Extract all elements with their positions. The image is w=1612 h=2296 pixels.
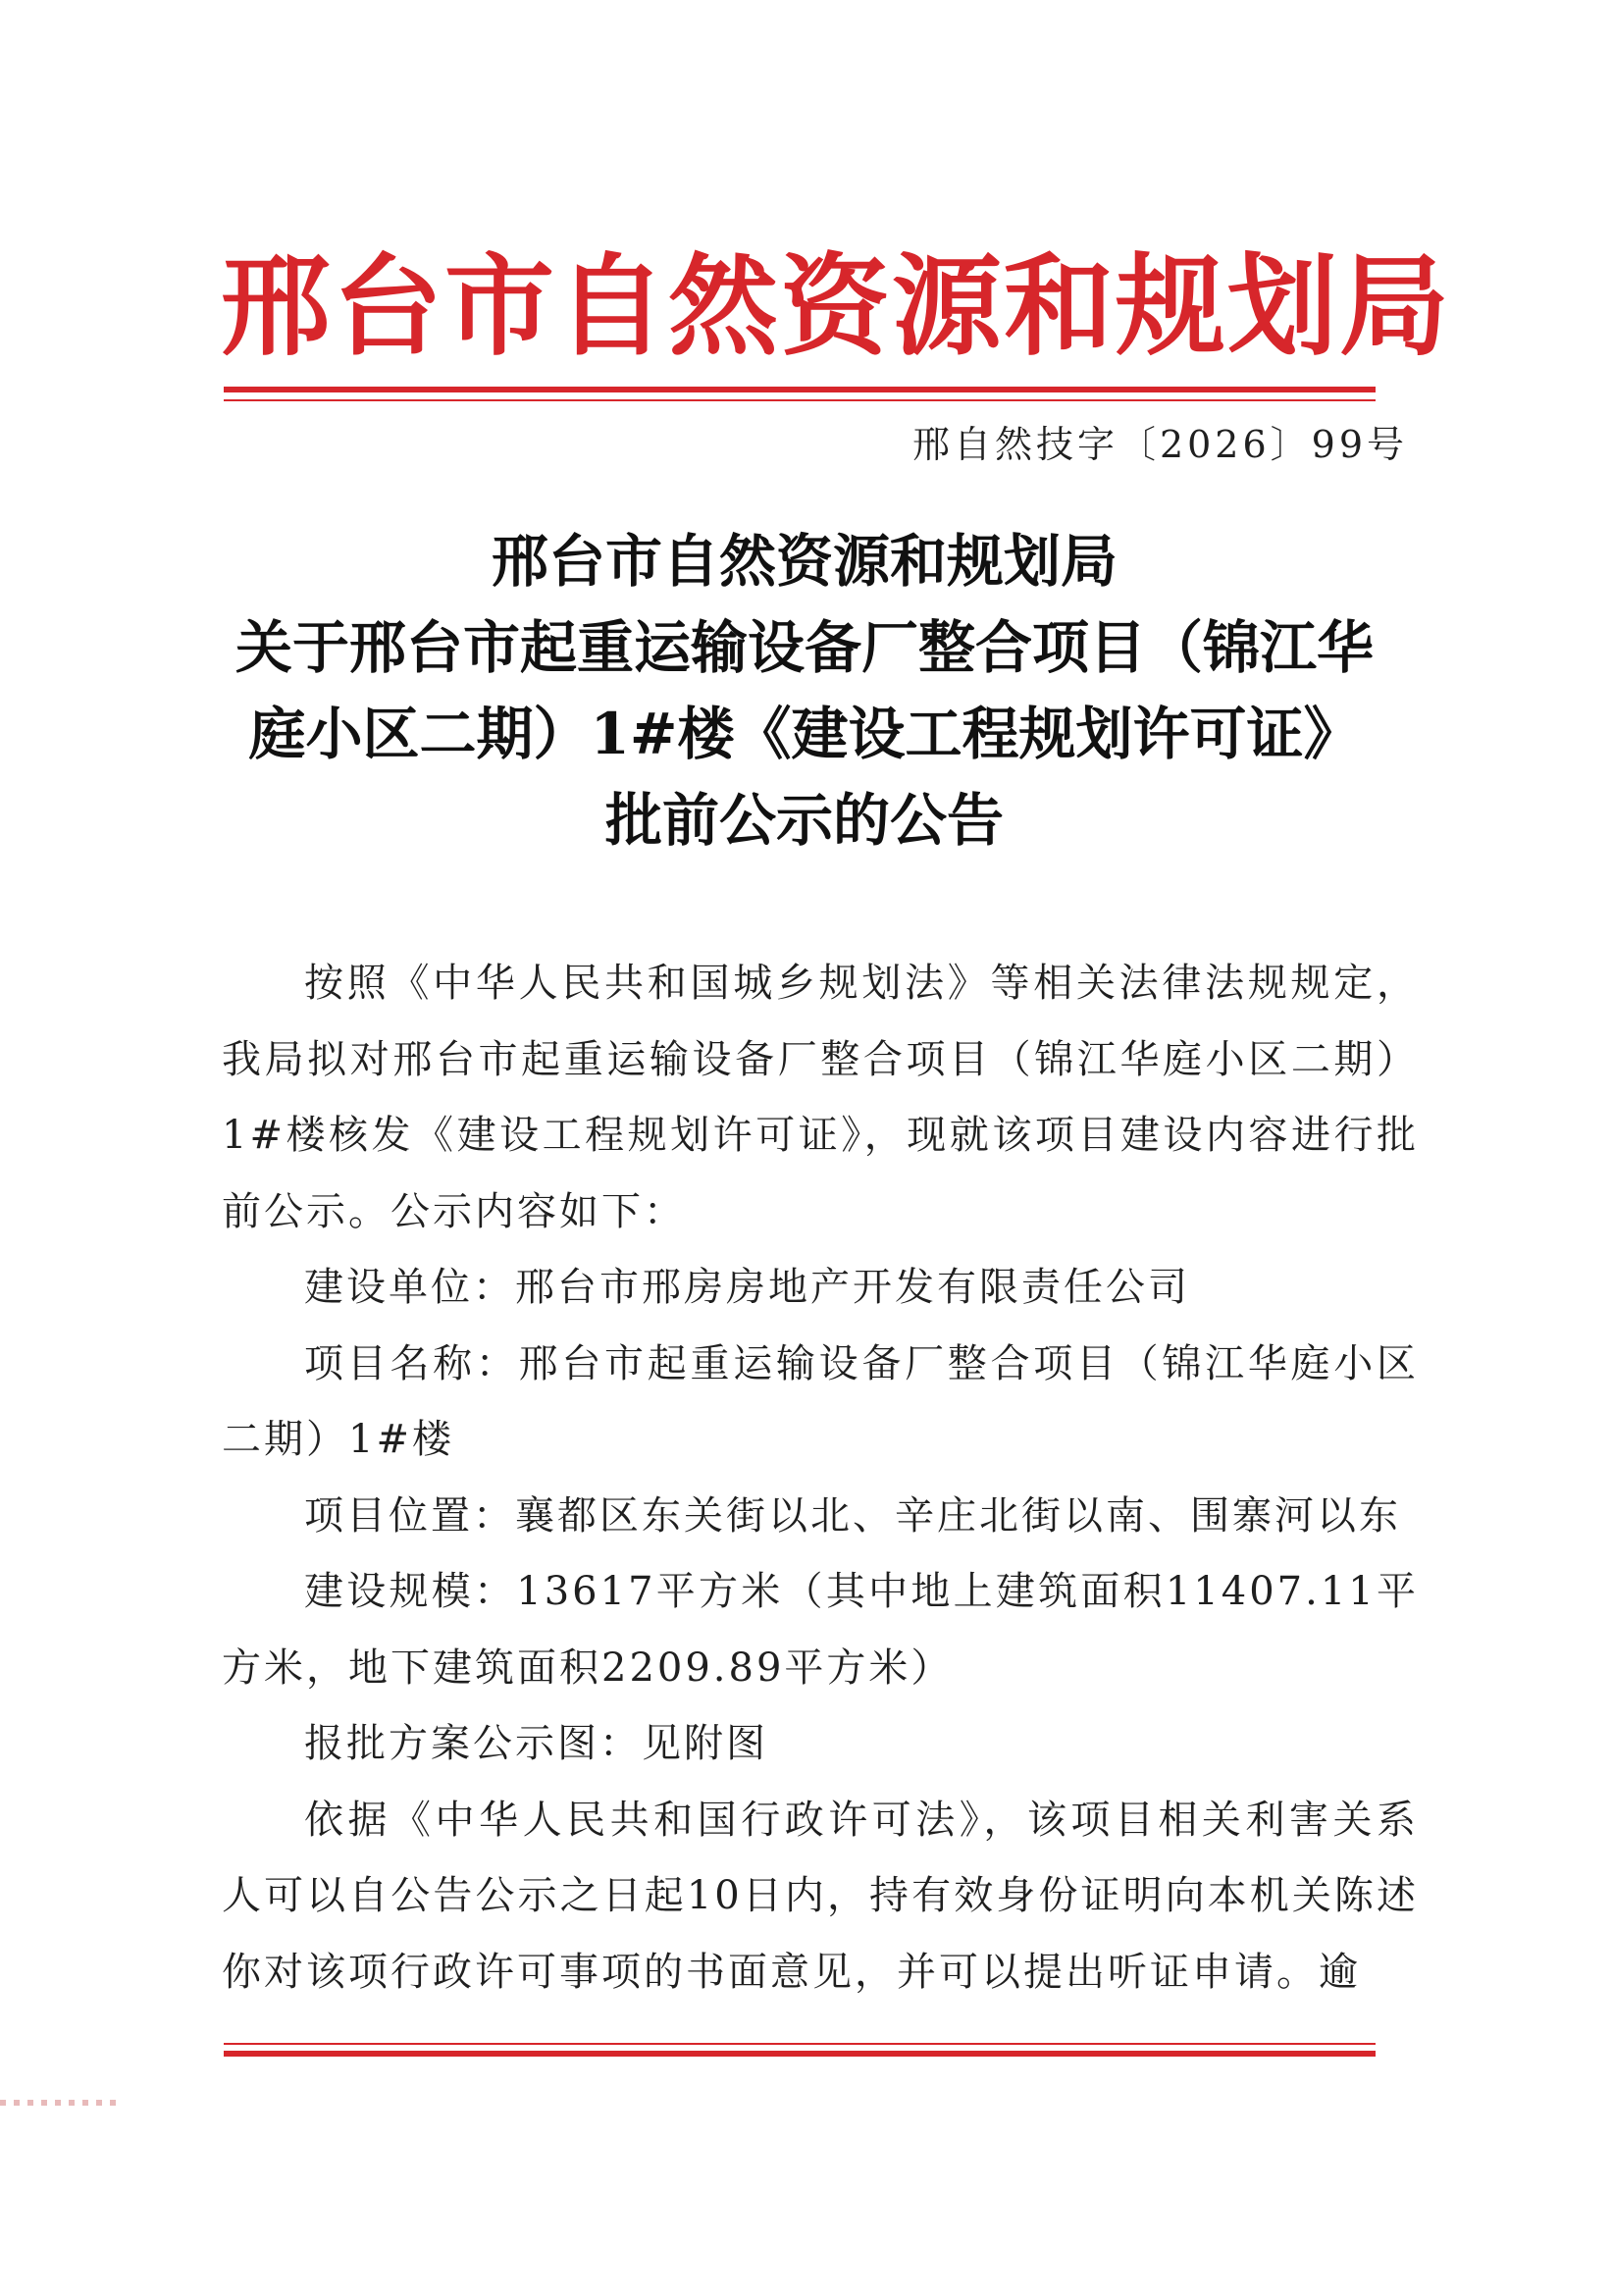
construction-scale: 建设规模：13617平方米（其中地上建筑面积11407.11平方米，地下建筑面积2209.89平方米） bbox=[222, 1569, 1419, 1691]
headline-line-1: 邢台市自然资源和规划局 bbox=[491, 528, 1118, 595]
document-number: 邢自然技字〔2026〕99号 bbox=[911, 423, 1408, 466]
red-rule-thin bbox=[224, 399, 1376, 401]
issuing-organization-title: 邢台市自然资源和规划局 bbox=[221, 243, 1451, 371]
scan-artifact bbox=[0, 2100, 118, 2106]
headline-line-3: 庭小区二期）1#楼《建设工程规划许可证》 bbox=[248, 701, 1361, 767]
red-rule-thick bbox=[224, 387, 1376, 392]
project-name: 项目名称：邢台市起重运输设备厂整合项目（锦江华庭小区二期）1#楼 bbox=[222, 1340, 1419, 1462]
intro-paragraph: 按照《中华人民共和国城乡规划法》等相关法律法规规定，我局拟对邢台市起重运输设备厂整合项目（锦江华庭小区二期）1#楼核发《建设工程规划许可证》，现就该项目建设内容进行批前公示。公示内容如下： bbox=[222, 961, 1419, 1234]
legal-basis-paragraph: 依据《中华人民共和国行政许可法》，该项目相关利害关系人可以自公告公示之日起10日内，持有效身份证明向本机关陈述你对该项行政许可事项的书面意见，并可以提出听证申请。逾 bbox=[222, 1797, 1419, 1995]
notice-headline bbox=[196, 518, 1413, 863]
headline-line-4: 批前公示的公告 bbox=[604, 787, 1004, 854]
notice-body bbox=[222, 946, 1419, 2010]
construction-unit: 建设单位：邢台市邢房房地产开发有限责任公司 bbox=[304, 1265, 1190, 1310]
project-location: 项目位置：襄都区东关街以北、辛庄北街以南、围寨河以东 bbox=[304, 1492, 1401, 1539]
headline-line-2: 关于邢台市起重运输设备厂整合项目（锦江华 bbox=[234, 614, 1374, 681]
red-rule-thick bbox=[224, 2051, 1376, 2057]
plan-drawing: 报批方案公示图：见附图 bbox=[304, 1721, 768, 1766]
red-rule-thin bbox=[224, 2043, 1376, 2045]
